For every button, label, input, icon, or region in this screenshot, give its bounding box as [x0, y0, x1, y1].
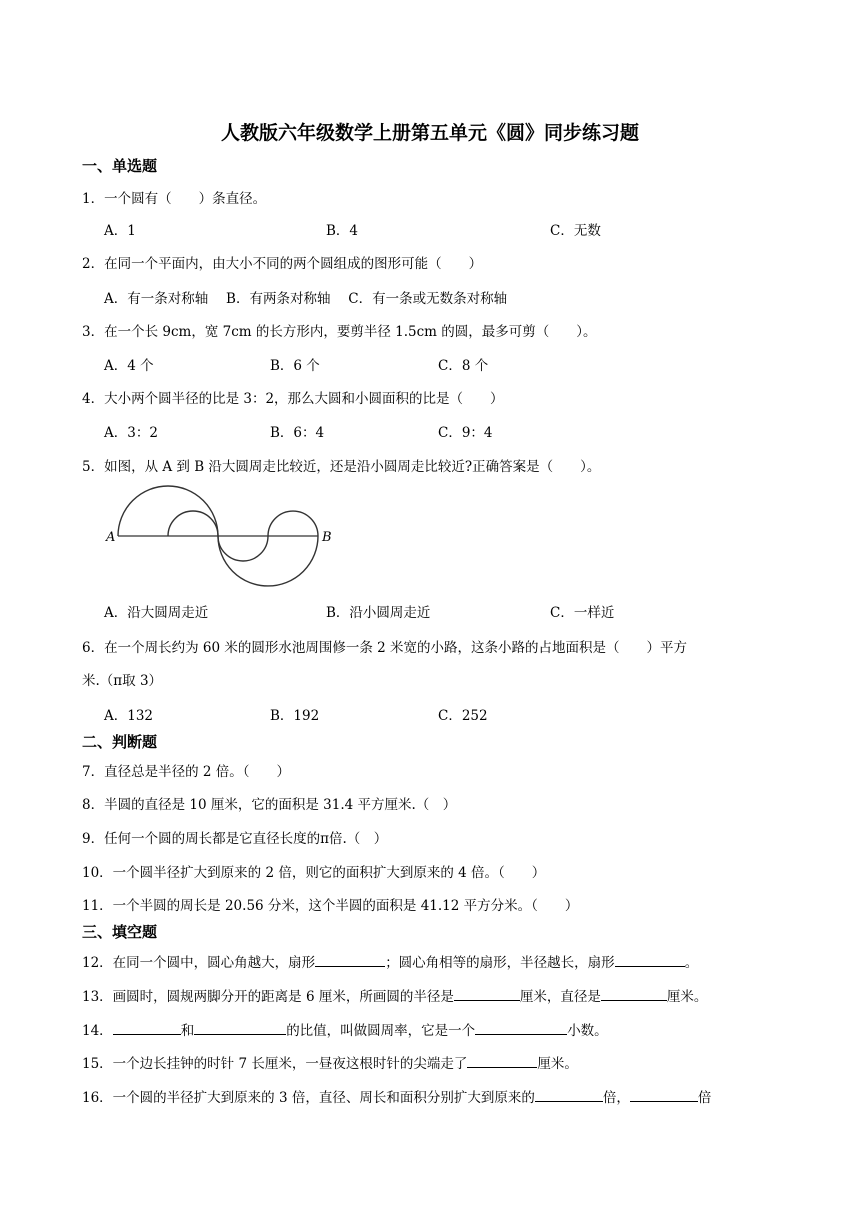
question-4-option-a: A．3：2 — [104, 425, 158, 441]
question-13-text-3: 厘米。 — [666, 989, 708, 1005]
question-4-option-b: B．6：4 — [270, 425, 325, 441]
question-8: 8．半圆的直径是 10 厘米，它的面积是 31.4 平方厘米.（ ） — [82, 797, 457, 813]
question-3-option-a: A．4 个 — [104, 358, 154, 374]
answer-blank[interactable] — [630, 1087, 698, 1102]
question-6-option-c: C．252 — [438, 708, 488, 724]
small-lower-semicircle-1 — [218, 536, 268, 561]
question-11: 11．一个半圆的周长是 20.56 分米，这个半圆的面积是 41.12 平方分米。（ ） — [82, 898, 579, 914]
section-heading-fill-in: 三、填空题 — [82, 923, 158, 941]
question-1-option-c: C．无数 — [550, 223, 601, 239]
question-2-stem: 2．在同一个平面内，由大小不同的两个圆组成的图形可能（ ） — [82, 256, 483, 272]
answer-blank[interactable] — [315, 952, 385, 967]
question-1-option-b: B．4 — [326, 223, 359, 239]
section-heading-true-false: 二、判断题 — [82, 733, 158, 751]
question-4-option-c: C．9：4 — [438, 425, 493, 441]
question-15 — [82, 1052, 578, 1072]
question-6-stem: 6．在一个周长约为 60 米的圆形水池周围修一条 2 米宽的小路，这条小路的占地面积是（ ）平方 — [82, 640, 688, 656]
question-13-text-1: 13．画圆时，圆规两脚分开的距离是 6 厘米，所画圆的半径是 — [82, 989, 454, 1005]
circle-paths-figure — [104, 478, 344, 588]
large-lower-semicircle — [218, 536, 318, 586]
answer-blank[interactable] — [535, 1087, 603, 1102]
question-14-text-3: 的比值，叫做圆周率，它是一个 — [286, 1023, 476, 1039]
answer-blank[interactable] — [475, 1020, 567, 1035]
question-5-option-a: A．沿大圆周走近 — [104, 605, 209, 621]
point-a-label: A — [106, 530, 116, 545]
question-14 — [82, 1019, 608, 1039]
question-16 — [82, 1086, 711, 1106]
answer-blank[interactable] — [615, 952, 685, 967]
question-4-stem: 4．大小两个圆半径的比是 3：2，那么大圆和小圆面积的比是（ ） — [82, 391, 504, 407]
small-upper-semicircle-1 — [168, 511, 218, 536]
question-15-text-1: 15．一个边长挂钟的时针 7 长厘米，一昼夜这根时针的尖端走了 — [82, 1056, 468, 1072]
question-14-text-1: 14． — [82, 1023, 113, 1039]
question-1-stem: 1．一个圆有（ ）条直径。 — [82, 191, 267, 207]
question-14-text-2: 和 — [180, 1023, 195, 1039]
question-5-option-b: B．沿小圆周走近 — [326, 605, 431, 621]
question-1-option-a: A．1 — [104, 223, 136, 239]
question-12-text-3: 。 — [684, 955, 699, 971]
section-heading-single-choice: 一、单选题 — [82, 157, 158, 175]
question-16-text-3: 倍 — [697, 1090, 712, 1106]
answer-blank[interactable] — [601, 986, 667, 1001]
page-title: 人教版六年级数学上册第五单元《圆》同步练习题 — [220, 122, 639, 144]
question-12 — [82, 951, 698, 971]
point-b-label: B — [322, 530, 332, 545]
answer-blank[interactable] — [194, 1020, 286, 1035]
large-upper-semicircle — [118, 486, 218, 536]
question-2-options: A．有一条对称轴 B．有两条对称轴 C．有一条或无数条对称轴 — [104, 291, 508, 307]
question-3-option-b: B．6 个 — [270, 358, 320, 374]
question-9: 9．任何一个圆的周长都是它直径长度的π倍.（ ） — [82, 831, 388, 847]
question-16-text-1: 16．一个圆的半径扩大到原来的 3 倍，直径、周长和面积分别扩大到原来的 — [82, 1090, 535, 1106]
question-5-option-c: C．一样近 — [550, 605, 615, 621]
question-10: 10．一个圆半径扩大到原来的 2 倍，则它的面积扩大到原来的 4 倍。（ ） — [82, 865, 546, 881]
question-3-stem: 3．在一个长 9cm，宽 7cm 的长方形内，要剪半径 1.5cm 的圆，最多可剪（ ）。 — [82, 324, 597, 340]
answer-blank[interactable] — [467, 1053, 537, 1068]
question-6-stem-continued: 米.（π取 3） — [82, 673, 163, 689]
question-16-text-2: 倍， — [602, 1090, 630, 1106]
question-12-text-2: ；圆心角相等的扇形，半径越长，扇形 — [385, 955, 615, 971]
small-upper-semicircle-2 — [268, 511, 318, 536]
question-7: 7．直径总是半径的 2 倍。（ ） — [82, 764, 291, 780]
question-6-option-a: A．132 — [104, 708, 154, 724]
question-3-option-c: C．8 个 — [438, 358, 489, 374]
question-12-text-1: 12．在同一个圆中，圆心角越大，扇形 — [82, 955, 316, 971]
question-13 — [82, 985, 707, 1005]
question-15-text-2: 厘米。 — [537, 1056, 578, 1072]
answer-blank[interactable] — [113, 1020, 181, 1035]
question-13-text-2: 厘米，直径是 — [519, 989, 601, 1005]
question-14-text-4: 小数。 — [567, 1023, 608, 1039]
answer-blank[interactable] — [454, 986, 520, 1001]
question-6-option-b: B．192 — [270, 708, 320, 724]
question-5-stem: 5．如图，从 A 到 B 沿大圆周走比较近，还是沿小圆周走比较近?正确答案是（ ）。 — [82, 459, 601, 475]
